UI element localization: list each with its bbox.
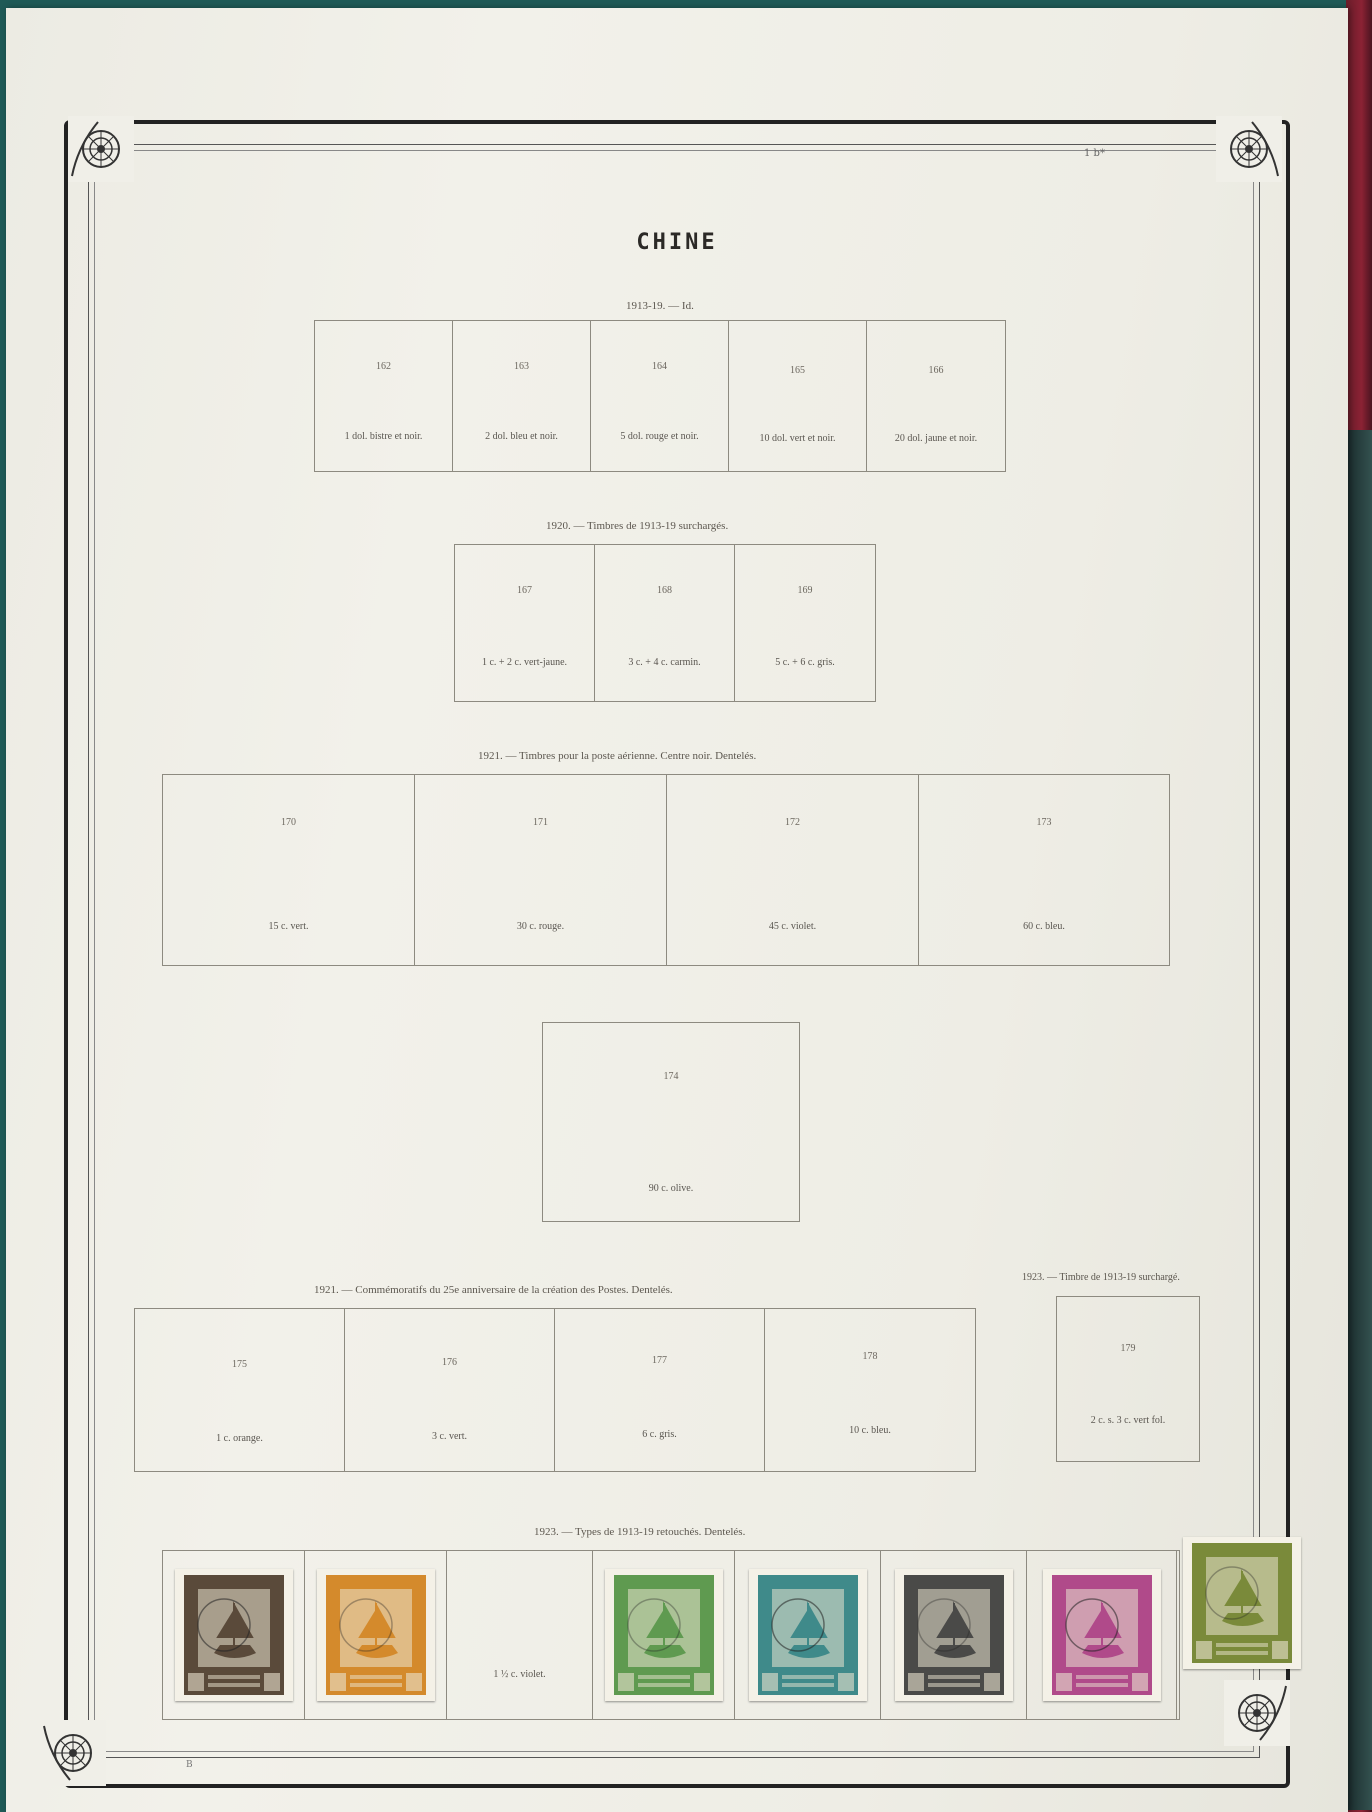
junk-ship-icon bbox=[181, 1575, 287, 1695]
stamp-space[interactable] bbox=[447, 1551, 593, 1719]
stamp-space[interactable] bbox=[163, 1551, 305, 1719]
page-title: CHINE bbox=[636, 230, 718, 255]
stamp-description: 1 dol. bistre et noir. bbox=[344, 431, 423, 442]
album-page bbox=[6, 8, 1348, 1812]
stamp-description: 1 c. + 2 c. vert-jaune. bbox=[481, 657, 568, 668]
stamp-space[interactable] bbox=[735, 545, 875, 701]
junk-ship-icon bbox=[755, 1575, 861, 1695]
corner-ornament-top-right-icon bbox=[1216, 116, 1282, 182]
stamp-space[interactable] bbox=[163, 775, 415, 965]
stamp-space[interactable] bbox=[415, 775, 667, 965]
section-caption-1913-19: 1913-19. — Id. bbox=[626, 300, 694, 312]
stamp-space[interactable] bbox=[667, 775, 919, 965]
stamp-description: 30 c. rouge. bbox=[516, 921, 565, 932]
stamp-description: 15 c. vert. bbox=[268, 921, 309, 932]
stamp-space[interactable] bbox=[305, 1551, 447, 1719]
catalog-number: 175 bbox=[232, 1359, 247, 1370]
stamp-description: 3 c. vert. bbox=[432, 1431, 467, 1442]
stamp-space[interactable] bbox=[345, 1309, 555, 1471]
stamp-space[interactable] bbox=[555, 1309, 765, 1471]
stamp-space[interactable] bbox=[591, 321, 729, 471]
stamp-description: 5 c. + 6 c. gris. bbox=[775, 657, 835, 668]
section-caption-1923-surcharge: 1923. — Timbre de 1913-19 surchargé. bbox=[1022, 1272, 1180, 1283]
junk-ship-icon bbox=[323, 1575, 429, 1695]
section-caption-1921-airmail: 1921. — Timbres pour la poste aérienne. Centre noir. Dentelés. bbox=[478, 750, 757, 762]
stamp-description: 10 dol. vert et noir. bbox=[759, 433, 836, 444]
stamp-description: 6 c. gris. bbox=[642, 1429, 677, 1440]
catalog-number: 163 bbox=[514, 361, 529, 372]
corner-ornament-bottom-left-icon bbox=[40, 1720, 106, 1786]
stamp-space[interactable] bbox=[765, 1309, 975, 1471]
junk-ship-icon bbox=[611, 1575, 717, 1695]
junk-ship-icon bbox=[1049, 1575, 1155, 1695]
stamp-row-1921-airmail bbox=[162, 774, 1170, 966]
stamp-5-cent-magenta[interactable] bbox=[1043, 1569, 1161, 1701]
stamp-space[interactable] bbox=[455, 545, 595, 701]
stamp-3-cent-blue-green[interactable] bbox=[749, 1569, 867, 1701]
catalog-number: 178 bbox=[862, 1351, 878, 1362]
stamp-space[interactable] bbox=[729, 321, 867, 471]
stamp-row-1920 bbox=[454, 544, 876, 702]
corner-ornament-top-left-icon bbox=[68, 116, 134, 182]
stamp-row-174 bbox=[542, 1022, 800, 1222]
section-caption-1920: 1920. — Timbres de 1913-19 surchargés. bbox=[546, 520, 729, 532]
section-caption-1921-commemoratives: 1921. — Commémoratifs du 25e anniversaire de la création des Postes. Dentelés. bbox=[314, 1284, 673, 1296]
stamp-description: 20 dol. jaune et noir. bbox=[894, 433, 978, 444]
stamp-row-1923-surcharge bbox=[1056, 1296, 1200, 1462]
stamp-description: 5 dol. rouge et noir. bbox=[620, 431, 699, 442]
stamp-row-1913-19 bbox=[314, 320, 1006, 472]
stamp-description: 2 dol. bleu et noir. bbox=[485, 431, 558, 442]
page-number: 1 b* bbox=[1084, 148, 1105, 159]
stamp-4-cent-olive[interactable] bbox=[1183, 1537, 1301, 1669]
stamp-description: 60 c. bleu. bbox=[1023, 921, 1065, 932]
catalog-number: 164 bbox=[652, 361, 667, 372]
catalog-number: 167 bbox=[517, 585, 532, 596]
catalog-number: 177 bbox=[652, 1355, 667, 1366]
stamp-space[interactable] bbox=[1183, 1537, 1301, 1669]
catalog-number: 179 bbox=[1120, 1343, 1136, 1354]
stamp-space[interactable] bbox=[881, 1551, 1027, 1719]
catalog-number: 174 bbox=[663, 1071, 679, 1082]
junk-ship-icon bbox=[901, 1575, 1007, 1695]
stamp-space[interactable] bbox=[867, 321, 1005, 471]
section-caption-1923-retouched: 1923. — Types de 1913-19 retouchés. Dentelés. bbox=[534, 1526, 746, 1538]
catalog-number: 165 bbox=[790, 365, 805, 376]
stamp-space[interactable] bbox=[543, 1023, 799, 1221]
stamp-space[interactable] bbox=[735, 1551, 881, 1719]
stamp-space[interactable] bbox=[1057, 1297, 1199, 1461]
stamp-space[interactable] bbox=[595, 545, 735, 701]
stamp-space[interactable] bbox=[453, 321, 591, 471]
catalog-number: 176 bbox=[442, 1357, 457, 1368]
catalog-number: 168 bbox=[657, 585, 672, 596]
catalog-number: 170 bbox=[281, 817, 296, 828]
catalog-number: 171 bbox=[533, 817, 548, 828]
stamp-row-1921-commemoratives bbox=[134, 1308, 976, 1472]
stamp-space[interactable] bbox=[315, 321, 453, 471]
catalog-number: 162 bbox=[376, 361, 391, 372]
stamp-description: 2 c. s. 3 c. vert fol. bbox=[1090, 1415, 1166, 1426]
stamp-4-cent-grey[interactable] bbox=[895, 1569, 1013, 1701]
stamp-1-cent-orange[interactable] bbox=[317, 1569, 435, 1701]
stamp-description: 10 c. bleu. bbox=[849, 1425, 891, 1436]
album-binder-edge bbox=[1346, 0, 1372, 1812]
catalog-number: 166 bbox=[928, 365, 944, 376]
stamp-description: 1 ½ c. violet. bbox=[493, 1669, 546, 1680]
catalog-number: 172 bbox=[785, 817, 800, 828]
stamp-description: 45 c. violet. bbox=[768, 921, 817, 932]
stamp-half-cent-brown[interactable] bbox=[175, 1569, 293, 1701]
bottom-printer-mark: B bbox=[186, 1760, 193, 1770]
catalog-number: 173 bbox=[1036, 817, 1052, 828]
stamp-description: 1 c. orange. bbox=[216, 1433, 263, 1444]
junk-ship-icon bbox=[1189, 1543, 1295, 1663]
stamp-row-1923-retouched bbox=[162, 1550, 1180, 1720]
stamp-space[interactable] bbox=[593, 1551, 735, 1719]
corner-ornament-bottom-right-icon bbox=[1224, 1680, 1290, 1746]
stamp-3-cent-green[interactable] bbox=[605, 1569, 723, 1701]
stamp-space[interactable] bbox=[919, 775, 1169, 965]
stamp-description: 3 c. + 4 c. carmin. bbox=[628, 657, 701, 668]
stamp-description: 90 c. olive. bbox=[648, 1183, 694, 1194]
stamp-space[interactable] bbox=[1027, 1551, 1177, 1719]
stamp-space[interactable] bbox=[135, 1309, 345, 1471]
catalog-number: 169 bbox=[797, 585, 813, 596]
